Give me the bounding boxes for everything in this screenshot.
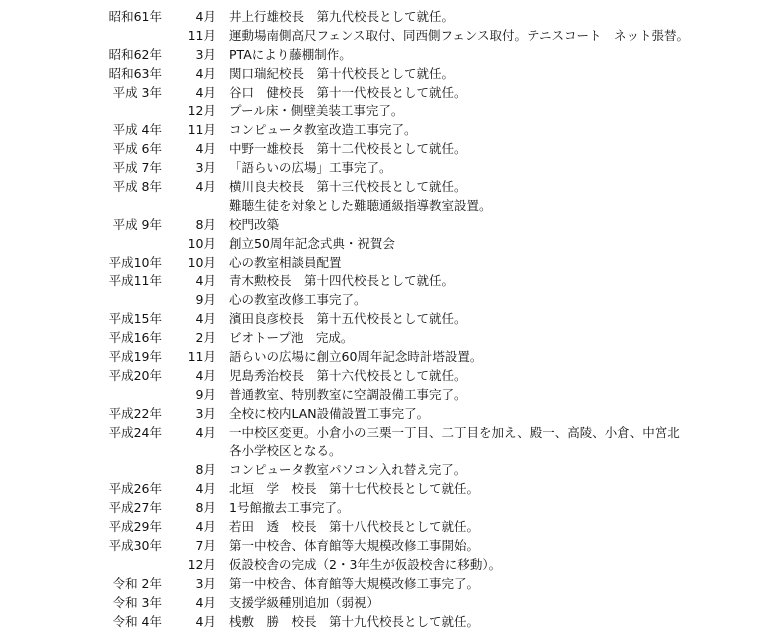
entry-month: 8月 [195,216,216,232]
entry-month: 4月 [195,141,216,157]
entry-event: 谷口 健校長 第十一代校長として就任。 [229,84,467,100]
school-history-timeline [0,8,782,631]
entry-year: 平成 3年 [112,84,162,100]
entry-event: 運動場南側高尺フェンス取付、同西側フェンス取付。テニスコート ネット張替。 [229,27,690,43]
entry-month: 11月 [187,122,216,138]
entry-event: 難聴生徒を対象とした難聴通級指導教室設置。 [229,197,492,213]
entry-event: 心の教室相談員配置 [229,254,342,270]
entry-year: 平成15年 [108,311,162,327]
entry-month: 3月 [195,46,216,62]
entry-event: 若田 透 校長 第十八代校長として就任。 [229,519,480,535]
entry-event: PTAにより藤棚制作。 [229,46,352,62]
entry-year: 令和 3年 [112,594,162,610]
history-entry [0,121,782,140]
entry-year: 令和 4年 [112,613,162,629]
entry-event: 心の教室改修工事完了。 [229,292,367,308]
history-entry [0,272,782,291]
entry-year: 平成 7年 [112,160,162,176]
entry-month: 3月 [195,160,216,176]
entry-event: 第一中校舎、体育館等大規模改修工事開始。 [229,537,480,553]
entry-month: 3月 [195,575,216,591]
entry-event: 語らいの広場に創立60周年記念時計塔設置。 [229,349,483,365]
history-entry [0,386,782,405]
entry-year: 平成11年 [108,273,162,289]
entry-event: 関口瑞紀校長 第十代校長として就任。 [229,65,455,81]
history-entry [0,65,782,84]
entry-year: 平成30年 [108,537,162,553]
entry-event: 青木勲校長 第十四代校長として就任。 [229,273,455,289]
history-entry [0,461,782,480]
entry-year: 平成 4年 [112,122,162,138]
entry-year: 昭和61年 [108,9,162,24]
history-entry [0,556,782,575]
entry-month: 3月 [195,405,216,421]
history-entry [0,329,782,348]
entry-year: 令和 2年 [112,575,162,591]
entry-month: 4月 [195,9,216,24]
entry-month: 7月 [195,537,216,553]
entry-month: 4月 [195,179,216,195]
entry-event: 北垣 学 校長 第十七代校長として就任。 [229,481,480,497]
entry-event: 全校に校内LAN設備設置工事完了。 [229,405,430,421]
entry-year: 昭和62年 [108,46,162,62]
entry-event: 普通教室、特別教室に空調設備工事完了。 [229,386,467,402]
history-entry [0,291,782,310]
entry-month: 10月 [187,235,216,251]
entry-month: 4月 [195,311,216,327]
history-entry [0,84,782,103]
history-entry [0,216,782,235]
entry-month: 8月 [195,500,216,516]
history-entry [0,348,782,367]
entry-event: 井上行雄校長 第九代校長として就任。 [229,9,455,24]
entry-event: ビオトープ池 完成。 [229,330,354,346]
history-entry [0,518,782,537]
history-entry [0,140,782,159]
entry-year: 平成10年 [108,254,162,270]
history-entry [0,197,782,216]
entry-event: 中野一雄校長 第十二代校長として就任。 [229,141,467,157]
entry-event: 1号館撤去工事完了。 [229,500,350,516]
entry-year: 昭和63年 [108,65,162,81]
entry-year: 平成 9年 [112,216,162,232]
entry-event: 児島秀治校長 第十六代校長として就任。 [229,367,467,383]
entry-month: 4月 [195,613,216,629]
history-entry [0,499,782,518]
history-entry [0,367,782,386]
history-entry [0,46,782,65]
entry-event: 各小学校区となる。 [229,443,342,459]
entry-year: 平成22年 [108,405,162,421]
entry-month: 9月 [195,386,216,402]
history-entry [0,537,782,556]
entry-event: 横川良夫校長 第十三代校長として就任。 [229,179,467,195]
entry-month: 4月 [195,367,216,383]
entry-month: 9月 [195,292,216,308]
entry-year: 平成24年 [108,424,162,440]
entry-event: コンピュータ教室パソコン入れ替え完了。 [229,462,467,478]
history-entry [0,102,782,121]
entry-month: 4月 [195,84,216,100]
entry-year: 平成29年 [108,519,162,535]
entry-year: 平成16年 [108,330,162,346]
history-entry [0,594,782,613]
entry-event: 支援学級種別追加（弱視） [229,594,380,610]
history-entry [0,178,782,197]
entry-month: 8月 [195,462,216,478]
history-entry [0,27,782,46]
entry-event: プール床・側壁美装工事完了。 [229,103,404,119]
entry-month: 10月 [187,254,216,270]
history-entry [0,424,782,443]
history-entry [0,613,782,632]
entry-year: 平成26年 [108,481,162,497]
entry-event: 濱田良彦校長 第十五代校長として就任。 [229,311,467,327]
entry-event: 創立50周年記念式典・祝賀会 [229,235,395,251]
entry-month: 4月 [195,273,216,289]
history-entry [0,235,782,254]
entry-event: 第一中校舎、体育館等大規模改修工事完了。 [229,575,480,591]
entry-year: 平成 6年 [112,141,162,157]
history-entry [0,575,782,594]
history-entry [0,405,782,424]
entry-month: 4月 [195,594,216,610]
entry-month: 12月 [187,103,216,119]
history-entry [0,310,782,329]
entry-month: 12月 [187,556,216,572]
history-entry [0,8,782,27]
entry-month: 4月 [195,424,216,440]
entry-month: 2月 [195,330,216,346]
entry-event: 「語らいの広場」工事完了。 [229,160,392,176]
entry-event: コンピュータ教室改造工事完了。 [229,122,417,138]
entry-month: 4月 [195,481,216,497]
entry-month: 4月 [195,65,216,81]
entry-event: 桟敷 勝 校長 第十九代校長として就任。 [229,613,480,629]
entry-year: 平成20年 [108,367,162,383]
entry-event: 一中校区変更。小倉小の三栗一丁目、二丁目を加え、殿一、高陵、小倉、中宮北 [229,424,680,440]
history-entry [0,254,782,273]
history-entry [0,442,782,461]
entry-month: 4月 [195,519,216,535]
entry-month: 11月 [187,27,216,43]
entry-month: 11月 [187,349,216,365]
entry-year: 平成27年 [108,500,162,516]
entry-event: 校門改築 [229,216,280,232]
entry-year: 平成 8年 [112,179,162,195]
entry-year: 平成19年 [108,349,162,365]
history-entry [0,159,782,178]
entry-event: 仮設校舎の完成（2・3年生が仮設校舎に移動）。 [229,556,502,572]
history-entry [0,480,782,499]
